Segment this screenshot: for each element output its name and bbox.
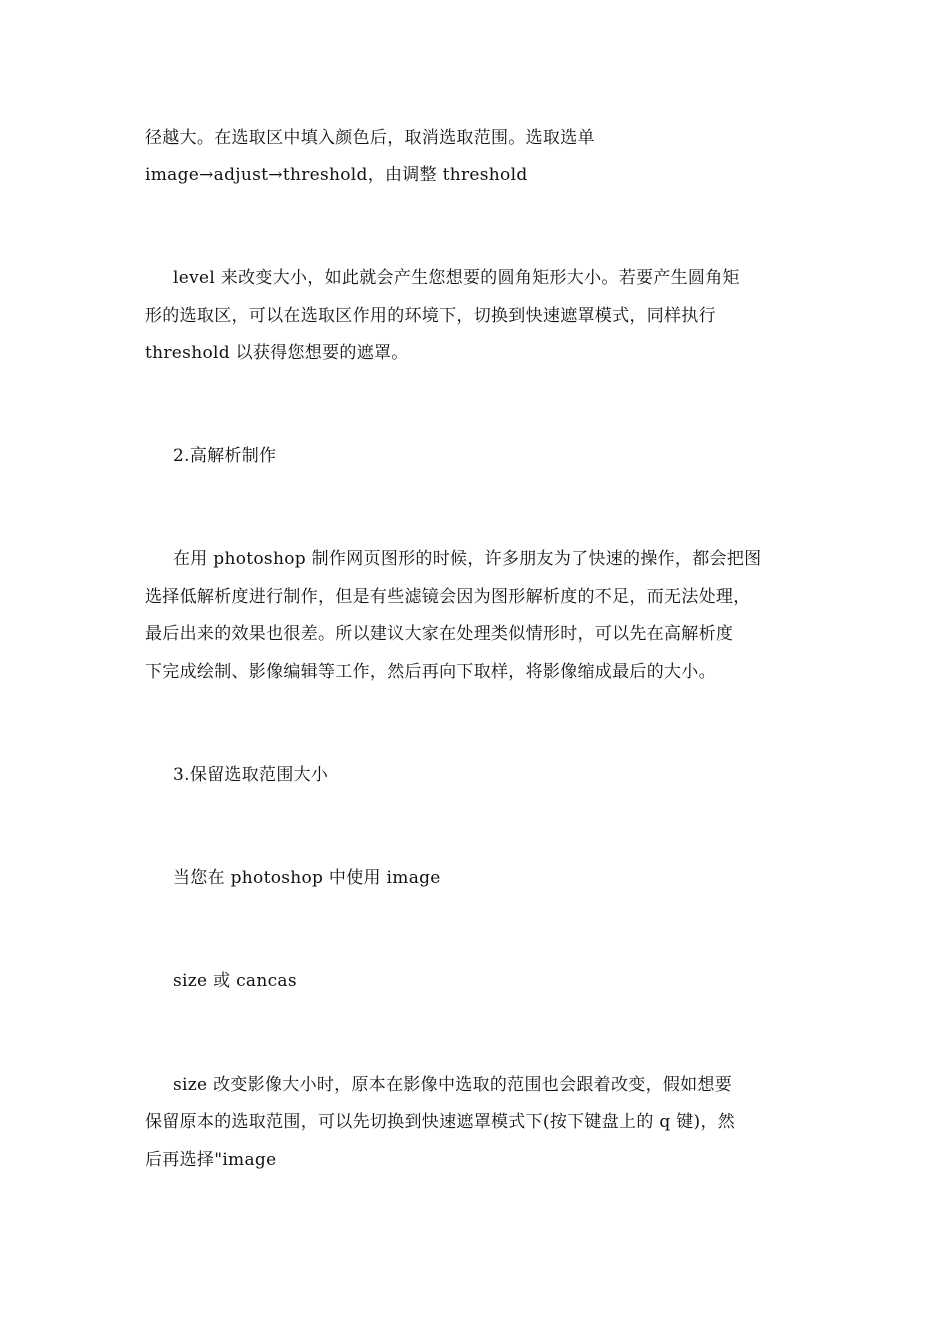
paragraph-text-line: size 或 cancas — [173, 971, 297, 991]
text-line: 选择低解析度进行制作，但是有些滤镜会因为图形解析度的不足，而无法处理， — [145, 587, 751, 607]
text-line: image→adjust→threshold，由调整 threshold — [145, 165, 528, 185]
paragraph-text-line: size 改变影像大小时，原本在影像中选取的范围也会跟着改变，假如想要 — [173, 1075, 733, 1095]
text-line: threshold 以获得您想要的遮罩。 — [145, 343, 409, 363]
text-line: 下完成绘制、影像编辑等工作，然后再向下取样，将影像缩成最后的大小。 — [145, 662, 716, 682]
section-heading: 2.高解析制作 — [173, 446, 277, 466]
paragraph-text-line: 当您在 photoshop 中使用 image — [173, 868, 441, 888]
text-line: 径越大。在选取区中填入颜色后，取消选取范围。选取选单 — [145, 128, 595, 148]
text-line: 保留原本的选取范围，可以先切换到快速遮罩模式下(按下键盘上的 q 键)，然 — [145, 1112, 736, 1132]
text-line: 后再选择"image — [145, 1150, 277, 1170]
text-line: 形的选取区，可以在选取区作用的环境下，切换到快速遮罩模式，同样执行 — [145, 306, 716, 326]
paragraph-text-line: 在用 photoshop 制作网页图形的时候，许多朋友为了快速的操作，都会把图 — [173, 549, 762, 569]
text-line: 最后出来的效果也很差。所以建议大家在处理类似情形时，可以先在高解析度 — [145, 624, 734, 644]
section-heading: 3.保留选取范围大小 — [173, 765, 329, 785]
paragraph-text-line: level 来改变大小，如此就会产生您想要的圆角矩形大小。若要产生圆角矩 — [173, 268, 740, 288]
